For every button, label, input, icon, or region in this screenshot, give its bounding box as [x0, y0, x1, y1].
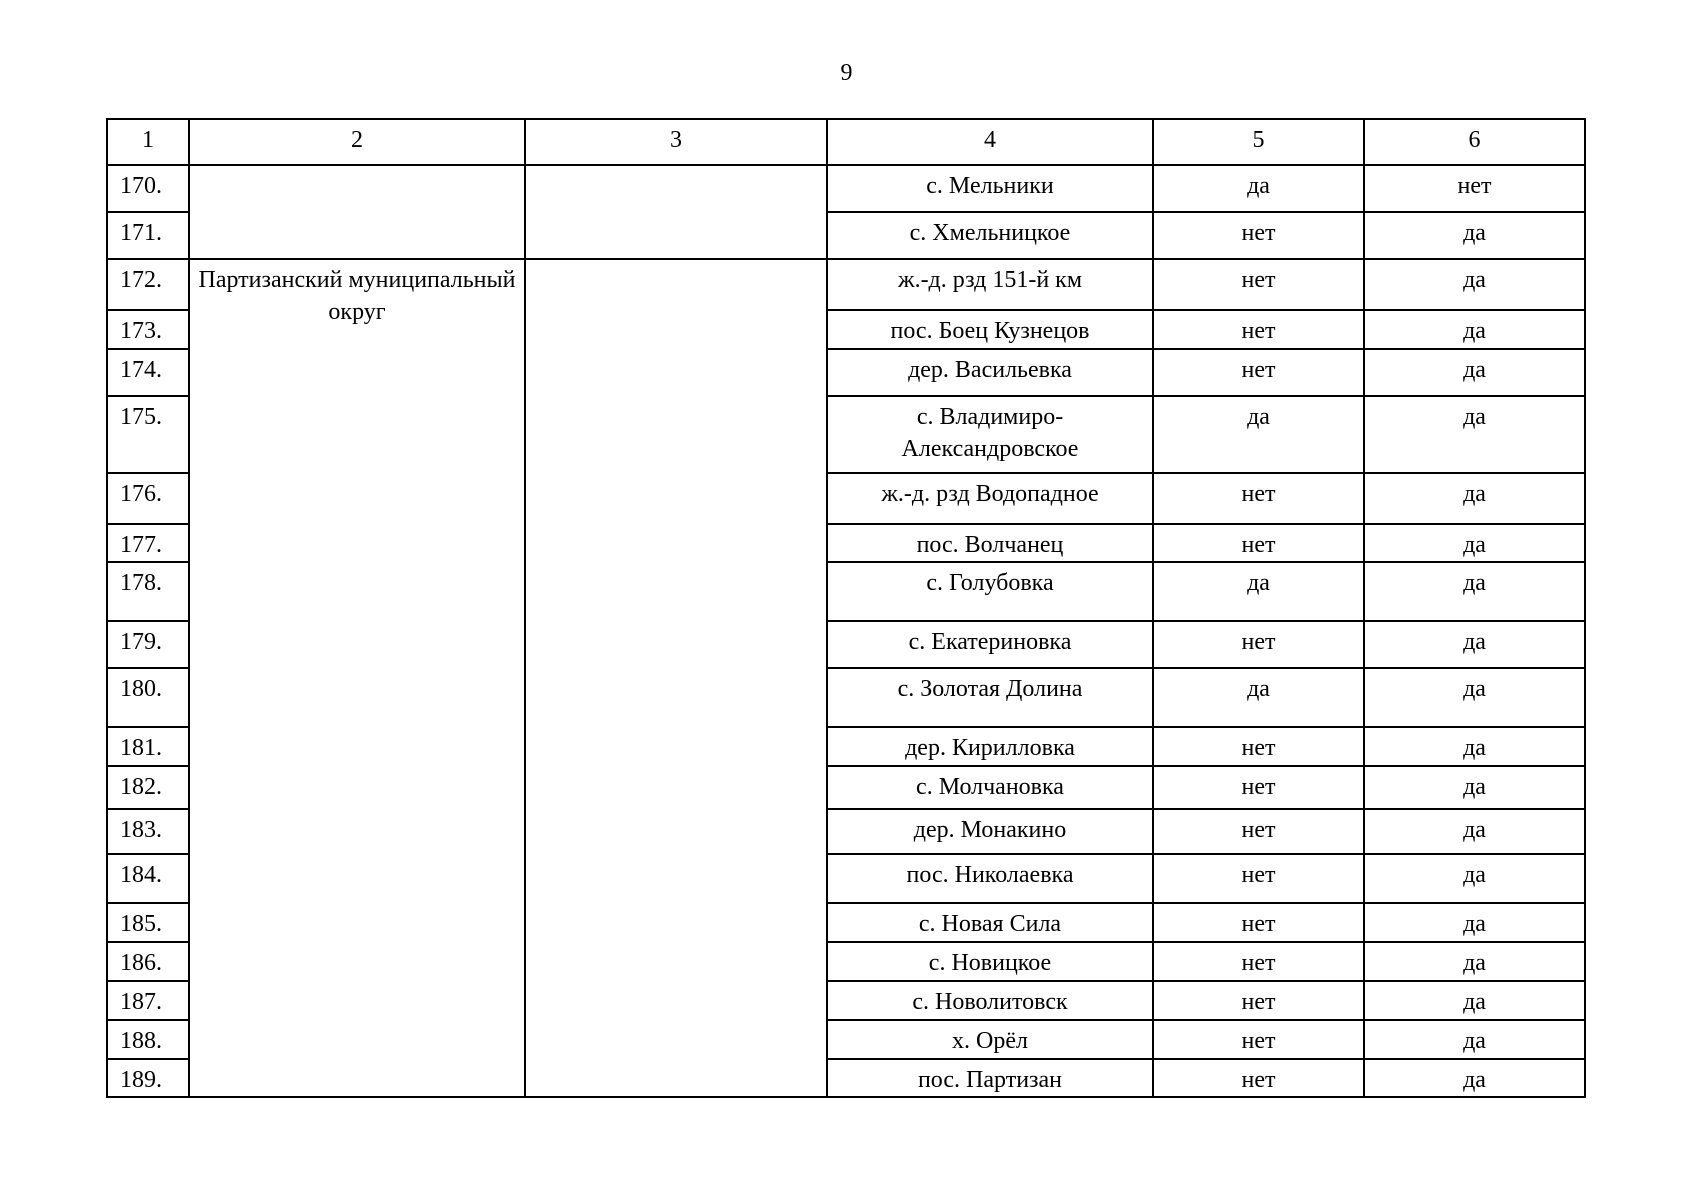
column6-cell: да [1364, 727, 1585, 766]
row-number-cell: 173. [107, 310, 189, 349]
row-number-cell: 179. [107, 621, 189, 668]
column6-cell: да [1364, 396, 1585, 473]
header-row [107, 119, 1585, 165]
column6-cell: да [1364, 942, 1585, 981]
column6-cell: да [1364, 562, 1585, 621]
row-number-cell: 186. [107, 942, 189, 981]
settlement-name-cell: с. Голубовка [827, 562, 1153, 621]
settlement-name-cell: с. Хмельницкое [827, 212, 1153, 259]
column5-cell: нет [1153, 981, 1364, 1020]
column6-cell: да [1364, 310, 1585, 349]
column6-cell: да [1364, 766, 1585, 809]
settlement-name-cell: с. Владимиро-Александровское [827, 396, 1153, 473]
column5-cell: нет [1153, 349, 1364, 396]
settlement-name-cell: с. Новицкое [827, 942, 1153, 981]
settlement-name-cell: с. Новолитовск [827, 981, 1153, 1020]
column5-cell: нет [1153, 310, 1364, 349]
row-number-cell: 188. [107, 1020, 189, 1059]
column6-cell: да [1364, 1059, 1585, 1097]
row-number-cell: 171. [107, 212, 189, 259]
column6-cell: да [1364, 524, 1585, 562]
header-cell: 3 [525, 119, 827, 165]
row-number-cell: 183. [107, 809, 189, 854]
column5-cell: нет [1153, 727, 1364, 766]
column5-cell: нет [1153, 854, 1364, 903]
column6-cell: да [1364, 1020, 1585, 1059]
settlement-name-cell: пос. Боец Кузнецов [827, 310, 1153, 349]
row-number-cell: 182. [107, 766, 189, 809]
row-number-cell: 180. [107, 668, 189, 727]
settlement-name-cell: х. Орёл [827, 1020, 1153, 1059]
row-number-cell: 176. [107, 473, 189, 524]
column5-cell: нет [1153, 524, 1364, 562]
row-number-cell: 174. [107, 349, 189, 396]
row-number-cell: 184. [107, 854, 189, 903]
page-number: 9 [840, 60, 853, 86]
column5-cell: да [1153, 562, 1364, 621]
column6-cell: да [1364, 621, 1585, 668]
column5-cell: нет [1153, 621, 1364, 668]
settlement-name-cell: дер. Васильевка [827, 349, 1153, 396]
settlement-name-cell: дер. Кирилловка [827, 727, 1153, 766]
column3-cell [525, 259, 827, 1097]
column5-cell: нет [1153, 212, 1364, 259]
row-number-cell: 170. [107, 165, 189, 212]
column6-cell: нет [1364, 165, 1585, 212]
settlement-name-cell: пос. Партизан [827, 1059, 1153, 1097]
column6-cell: да [1364, 473, 1585, 524]
settlement-name-cell: дер. Монакино [827, 809, 1153, 854]
column5-cell: нет [1153, 903, 1364, 942]
column6-cell: да [1364, 854, 1585, 903]
header-cell: 6 [1364, 119, 1585, 165]
column5-cell: нет [1153, 809, 1364, 854]
settlements-table [106, 118, 1586, 1098]
settlement-name-cell: с. Новая Сила [827, 903, 1153, 942]
table-row [107, 165, 1585, 212]
column5-cell: нет [1153, 942, 1364, 981]
row-number-cell: 187. [107, 981, 189, 1020]
column5-cell: нет [1153, 1059, 1364, 1097]
column6-cell: да [1364, 981, 1585, 1020]
row-number-cell: 177. [107, 524, 189, 562]
column5-cell: нет [1153, 766, 1364, 809]
row-number-cell: 189. [107, 1059, 189, 1097]
row-number-cell: 181. [107, 727, 189, 766]
municipality-cell [189, 165, 525, 259]
row-number-cell: 185. [107, 903, 189, 942]
column5-cell: да [1153, 165, 1364, 212]
column5-cell: да [1153, 668, 1364, 727]
settlement-name-cell: с. Молчановка [827, 766, 1153, 809]
settlement-name-cell: с. Екатериновка [827, 621, 1153, 668]
header-cell: 1 [107, 119, 189, 165]
column6-cell: да [1364, 668, 1585, 727]
row-number-cell: 178. [107, 562, 189, 621]
header-cell: 2 [189, 119, 525, 165]
table-row [107, 259, 1585, 310]
column5-cell: нет [1153, 259, 1364, 310]
header-cell: 5 [1153, 119, 1364, 165]
header-cell: 4 [827, 119, 1153, 165]
settlement-name-cell: с. Золотая Долина [827, 668, 1153, 727]
column5-cell: нет [1153, 473, 1364, 524]
settlement-name-cell: пос. Николаевка [827, 854, 1153, 903]
column6-cell: да [1364, 212, 1585, 259]
settlement-name-cell: ж.-д. рзд Водопадное [827, 473, 1153, 524]
column5-cell: да [1153, 396, 1364, 473]
settlement-name-cell: пос. Волчанец [827, 524, 1153, 562]
settlement-name-cell: с. Мельники [827, 165, 1153, 212]
column3-cell [525, 165, 827, 259]
column5-cell: нет [1153, 1020, 1364, 1059]
column6-cell: да [1364, 809, 1585, 854]
settlement-name-cell: ж.-д. рзд 151-й км [827, 259, 1153, 310]
municipality-cell: Партизанский муниципальный округ [189, 259, 525, 1097]
row-number-cell: 175. [107, 396, 189, 473]
row-number-cell: 172. [107, 259, 189, 310]
column6-cell: да [1364, 259, 1585, 310]
column6-cell: да [1364, 903, 1585, 942]
column6-cell: да [1364, 349, 1585, 396]
